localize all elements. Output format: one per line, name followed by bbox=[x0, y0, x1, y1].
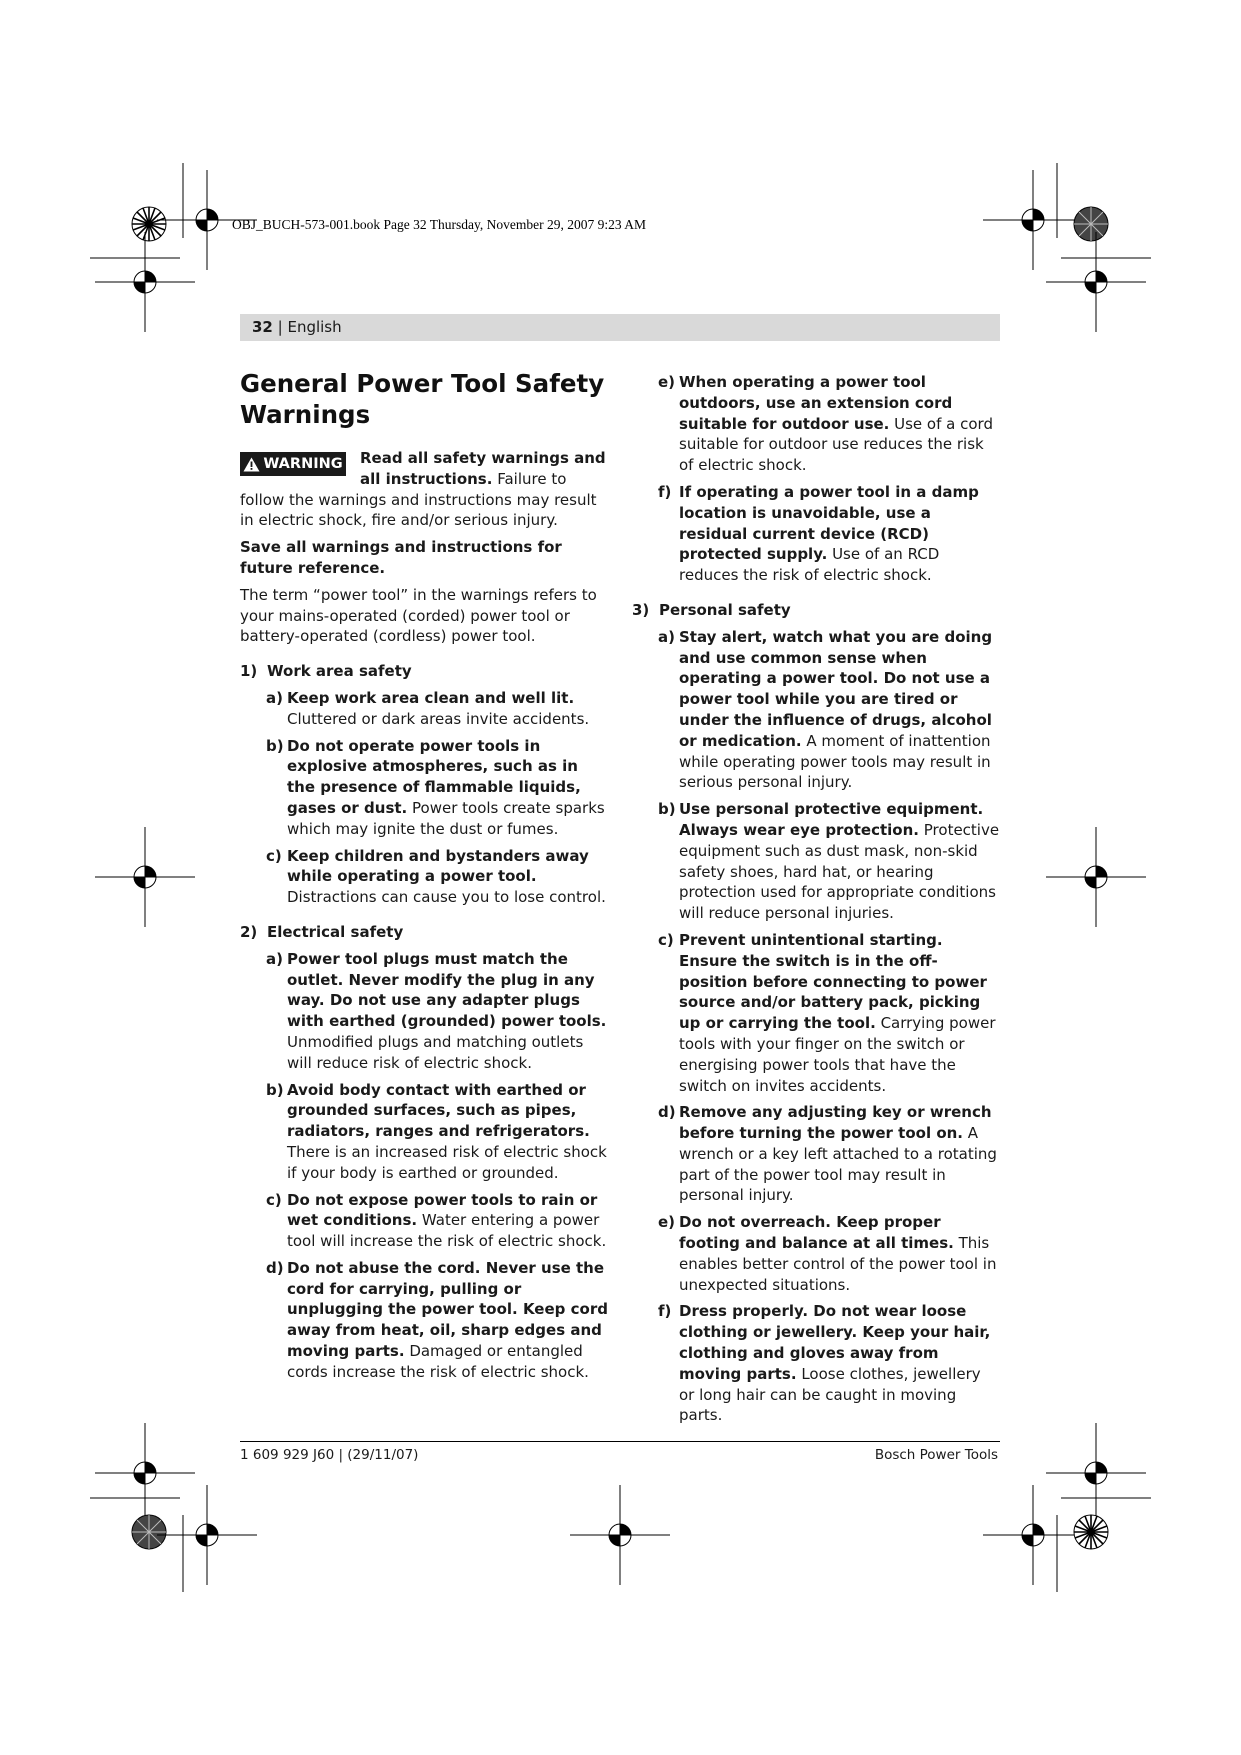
running-head-separator: | bbox=[272, 318, 288, 336]
page-title: General Power Tool Safety Warnings bbox=[240, 369, 605, 429]
save-note: Save all warnings and instructions for future reference. bbox=[240, 538, 562, 577]
running-head bbox=[240, 314, 1000, 341]
section-heading: 1) Work area safety bbox=[240, 662, 412, 681]
list-item: b) Do not operate power tools in explosive atmospheres, such as in the presence of flammable liquids, gases or dust. Power tools create sparks which may ignite the dust or fumes. bbox=[266, 736, 605, 838]
list-item: a) Stay alert, watch what you are doing and use common sense when operating a power tool. Do not use a power tool while you are tired or under the influence of drugs, alcohol or medication. A moment of inattention while operating power tools may result in serious personal injury. bbox=[658, 627, 993, 792]
warning-badge bbox=[240, 452, 346, 476]
list-item: c) Prevent unintentional starting. Ensure the switch is in the off-position before connecting to power source and/or battery pack, picking up or carrying the tool. Carrying power tools with your finger on the switch or energising power tools that have the switch on invites accidents. bbox=[658, 930, 996, 1095]
running-head-language: English bbox=[287, 318, 342, 336]
list-item: d) Do not abuse the cord. Never use the cord for carrying, pulling or unplugging the power tool. Keep cord away from heat, oil, sharp edges and moving parts. Damaged or entangled cords increase the risk of electric shock. bbox=[266, 1258, 608, 1381]
left-column bbox=[240, 368, 608, 1389]
list-item: e) When operating a power tool outdoors, use an extension cord suitable for outdoor use. Use of a cord suitable for outdoor use reduces the risk of electric shock. bbox=[658, 373, 993, 475]
list-item: c) Keep children and bystanders away while operating a power tool. Distractions can cause you to lose control. bbox=[266, 846, 606, 907]
warning-bold-text: Read all safety warnings and all instructions. bbox=[360, 449, 606, 488]
list-item: f) If operating a power tool in a damp location is unavoidable, use a residual current device (RCD) protected supply. Use of an RCD reduces the risk of electric shock. bbox=[658, 482, 979, 585]
list-item: c) Do not expose power tools to rain or wet conditions. Water entering a power tool will increase the risk of electric shock. bbox=[266, 1190, 607, 1251]
list-item: b) Avoid body contact with earthed or grounded surfaces, such as pipes, radiators, ranges and refrigerators. There is an increased risk of electric shock if your body is earthed or grounded. bbox=[266, 1080, 607, 1182]
term-note: The term “power tool” in the warnings refers to your mains-operated (corded) power tool or battery-operated (cordless) power tool. bbox=[240, 585, 597, 646]
warning-badge-label: WARNING bbox=[263, 456, 343, 472]
right-column bbox=[632, 372, 1000, 1432]
list-item: d) Remove any adjusting key or wrench before turning the power tool on. A wrench or a key left attached to a rotating part of the power tool may result in personal injury. bbox=[658, 1103, 997, 1205]
page-number: 32 bbox=[252, 318, 273, 336]
footer-doc-number: 1 609 929 J60 | (29/11/07) bbox=[240, 1447, 419, 1463]
book-file-header: OBJ_BUCH-573-001.book Page 32 Thursday, November 29, 2007 9:23 AM bbox=[232, 217, 646, 232]
list-item: a) Power tool plugs must match the outlet. Never modify the plug in any way. Do not use any adapter plugs with earthed (grounded) power tools. Unmodified plugs and matching outlets will reduce risk of electric shock. bbox=[266, 949, 607, 1072]
warning-body-text: Failure to follow the warnings and instructions may result in electric shock, fire and/or serious injury. bbox=[240, 469, 597, 530]
list-item: a) Keep work area clean and well lit. Cluttered or dark areas invite accidents. bbox=[266, 688, 590, 728]
section-heading: 3) Personal safety bbox=[632, 600, 791, 619]
footer-rule bbox=[240, 1441, 1000, 1442]
warning-triangle-icon bbox=[243, 457, 260, 472]
list-item: e) Do not overreach. Keep proper footing and balance at all times. This enables better control of the power tool in unexpected situations. bbox=[658, 1213, 997, 1294]
warning-paragraph bbox=[240, 448, 608, 531]
footer-brand: Bosch Power Tools bbox=[874, 1447, 998, 1463]
section-heading: 2) Electrical safety bbox=[240, 922, 404, 941]
list-item: b) Use personal protective equipment. Always wear eye protection. Protective equipment such as dust mask, non-skid safety shoes, hard hat, or hearing protection used for appropriate conditions will reduce personal injuries. bbox=[658, 800, 1000, 923]
list-item: f) Dress properly. Do not wear loose clothing or jewellery. Keep your hair, clothing and gloves away from moving parts. Loose clothes, jewellery or long hair can be caught in moving parts. bbox=[658, 1302, 991, 1425]
